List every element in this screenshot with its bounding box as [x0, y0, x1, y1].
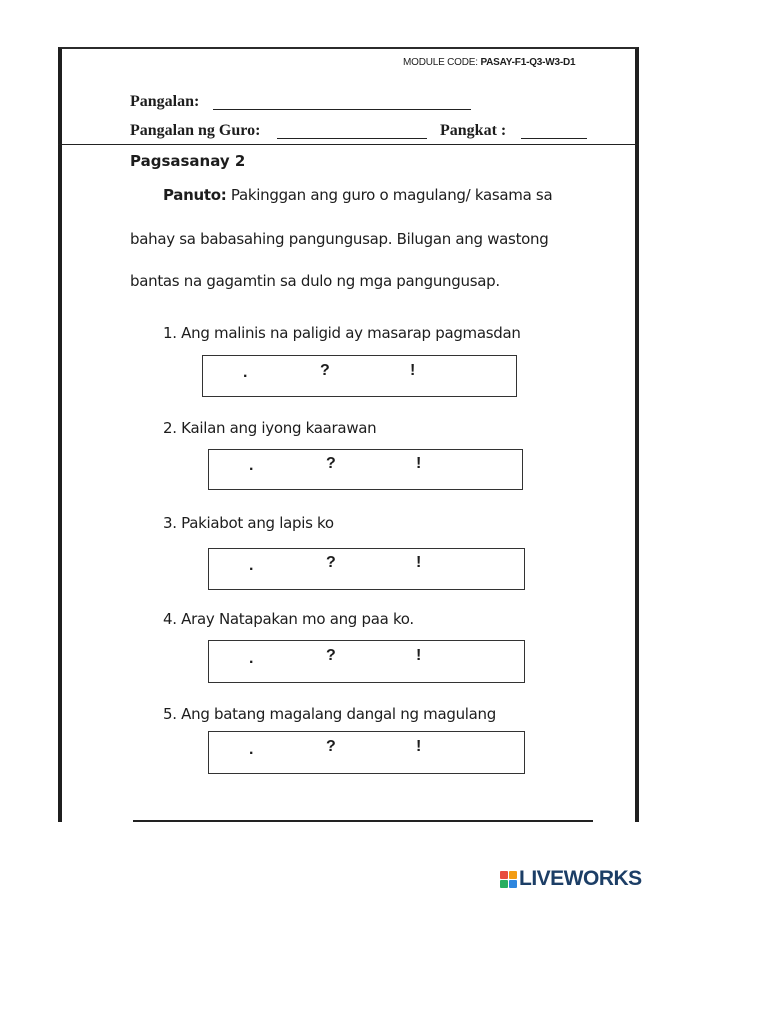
answer-box-5[interactable] — [208, 731, 525, 774]
instruction-line-3: bantas na gagamtin sa dulo ng mga pangungusap. — [130, 272, 500, 290]
instruction-line-1: Panuto: Pakinggan ang guro o magulang/ kasama sa — [163, 186, 553, 204]
exclamation-option[interactable]: ! — [410, 362, 416, 379]
logo-square — [500, 880, 508, 888]
question-mark-option[interactable]: ? — [326, 738, 336, 755]
exclamation-option[interactable]: ! — [416, 738, 422, 755]
question-mark-option[interactable]: ? — [326, 554, 336, 571]
answer-box-3[interactable] — [208, 548, 525, 590]
module-code: MODULE CODE: PASAY-F1-Q3-W3-D1 — [403, 57, 576, 68]
name-label: Pangalan: — [130, 93, 200, 110]
exercise-title: Pagsasanay 2 — [130, 152, 246, 170]
name-blank-line — [213, 109, 471, 110]
liveworks-logo — [500, 867, 642, 891]
answer-box-2[interactable] — [208, 449, 523, 490]
answer-box-4[interactable] — [208, 640, 525, 683]
answer-box-1[interactable] — [202, 355, 517, 397]
teacher-label: Pangalan ng Guro: — [130, 122, 261, 139]
question-2-text: 2. Kailan ang iyong kaarawan — [163, 419, 377, 437]
teacher-blank-line — [277, 138, 427, 139]
question-4-text: 4. Aray Natapakan mo ang paa ko. — [163, 610, 414, 628]
question-mark-option[interactable]: ? — [326, 455, 336, 472]
period-option[interactable]: . — [249, 457, 254, 474]
section-label: Pangkat : — [440, 122, 507, 139]
header-divider — [58, 144, 639, 145]
question-3-text: 3. Pakiabot ang lapis ko — [163, 514, 334, 532]
question-5-text: 5. Ang batang magalang dangal ng magulang — [163, 705, 496, 723]
logo-square — [509, 871, 517, 879]
logo-square — [509, 880, 517, 888]
question-mark-option[interactable]: ? — [326, 647, 336, 664]
exclamation-option[interactable]: ! — [416, 554, 422, 571]
logo-text: LIVEWORKS — [519, 867, 642, 890]
period-option[interactable]: . — [243, 364, 248, 381]
period-option[interactable]: . — [249, 741, 254, 758]
exclamation-option[interactable]: ! — [416, 647, 422, 664]
question-1-text: 1. Ang malinis na paligid ay masarap pagmasdan — [163, 324, 521, 342]
liveworks-grid-icon — [500, 871, 517, 888]
question-mark-option[interactable]: ? — [320, 362, 330, 379]
exclamation-option[interactable]: ! — [416, 455, 422, 472]
worksheet-page — [58, 47, 639, 822]
logo-square — [500, 871, 508, 879]
section-blank-line — [521, 138, 587, 139]
instruction-line-2: bahay sa babasahing pangungusap. Bilugan ang wastong — [130, 230, 549, 248]
period-option[interactable]: . — [249, 557, 254, 574]
footer-line — [133, 820, 593, 822]
period-option[interactable]: . — [249, 650, 254, 667]
